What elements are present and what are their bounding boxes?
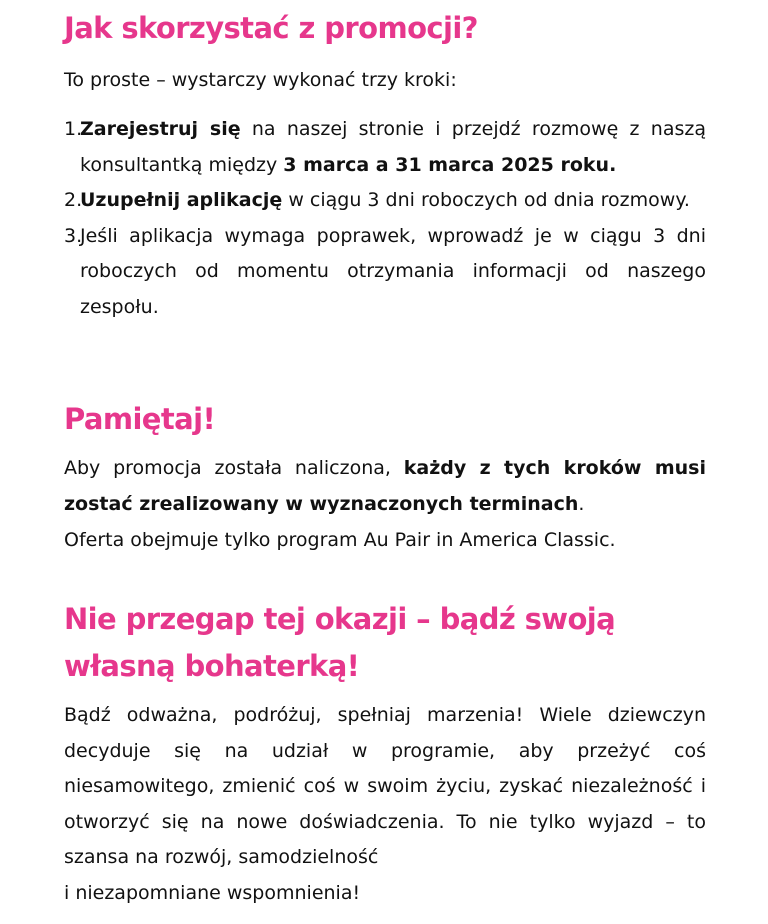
opportunity-heading: Nie przegap tej okazji – bądź swoją własną bohaterką! bbox=[64, 602, 616, 683]
reminder-text: Aby promocja została naliczona, bbox=[64, 457, 404, 479]
step-number: 3. bbox=[64, 224, 83, 247]
reminder-period: . bbox=[578, 493, 585, 515]
step-item-2 bbox=[64, 183, 706, 219]
step-text: Jeśli aplikacja wymaga poprawek, wprowadź je w ciągu 3 dni roboczych od momentu otrzymania informacji od naszego zespołu. bbox=[80, 224, 706, 318]
step-text: w ciągu 3 dni roboczych od dnia rozmowy. bbox=[282, 189, 690, 211]
reminder-main-text bbox=[64, 450, 706, 522]
step-bold-text: Zarejestruj się bbox=[80, 118, 241, 140]
reminder-bold-text: każdy z tych kroków musi zostać zrealizowany w wyznaczonych terminach bbox=[64, 457, 706, 515]
step-bold-text: Uzupełnij aplikację bbox=[80, 189, 283, 211]
opportunity-end-text: i niezapomniane wspomnienia! bbox=[64, 881, 361, 904]
reminder-heading: Pamiętaj! bbox=[64, 402, 216, 436]
opportunity-paragraph bbox=[64, 698, 706, 911]
step-item-3 bbox=[64, 219, 706, 326]
step-item-1 bbox=[64, 112, 706, 183]
opportunity-main-text: Bądź odważna, podróżuj, spełniaj marzenia! Wiele dziewczyn decyduje się na udział w programie, aby przeżyć coś niesamowitego, zmienić coś w swoim życiu, zyskać niezależność i otworzyć się na nowe doświadczenia. To nie tylko wyjazd – to szansa na rozwój, samodzielność bbox=[64, 704, 706, 868]
promo-intro: To proste – wystarczy wykonać trzy kroki: bbox=[64, 69, 457, 91]
promo-heading: Jak skorzystać z promocji? bbox=[64, 11, 478, 45]
step-text: na naszej stronie i przejdź rozmowę z naszą konsultantką między bbox=[80, 118, 706, 176]
step-number: 1. bbox=[64, 118, 83, 140]
reminder-paragraph bbox=[64, 450, 706, 558]
steps-list bbox=[64, 112, 706, 325]
offer-line: Oferta obejmuje tylko program Au Pair in America Classic. bbox=[64, 529, 616, 551]
step-date-range: 3 marca a 31 marca 2025 roku. bbox=[283, 153, 617, 176]
step-number: 2. bbox=[64, 189, 83, 211]
